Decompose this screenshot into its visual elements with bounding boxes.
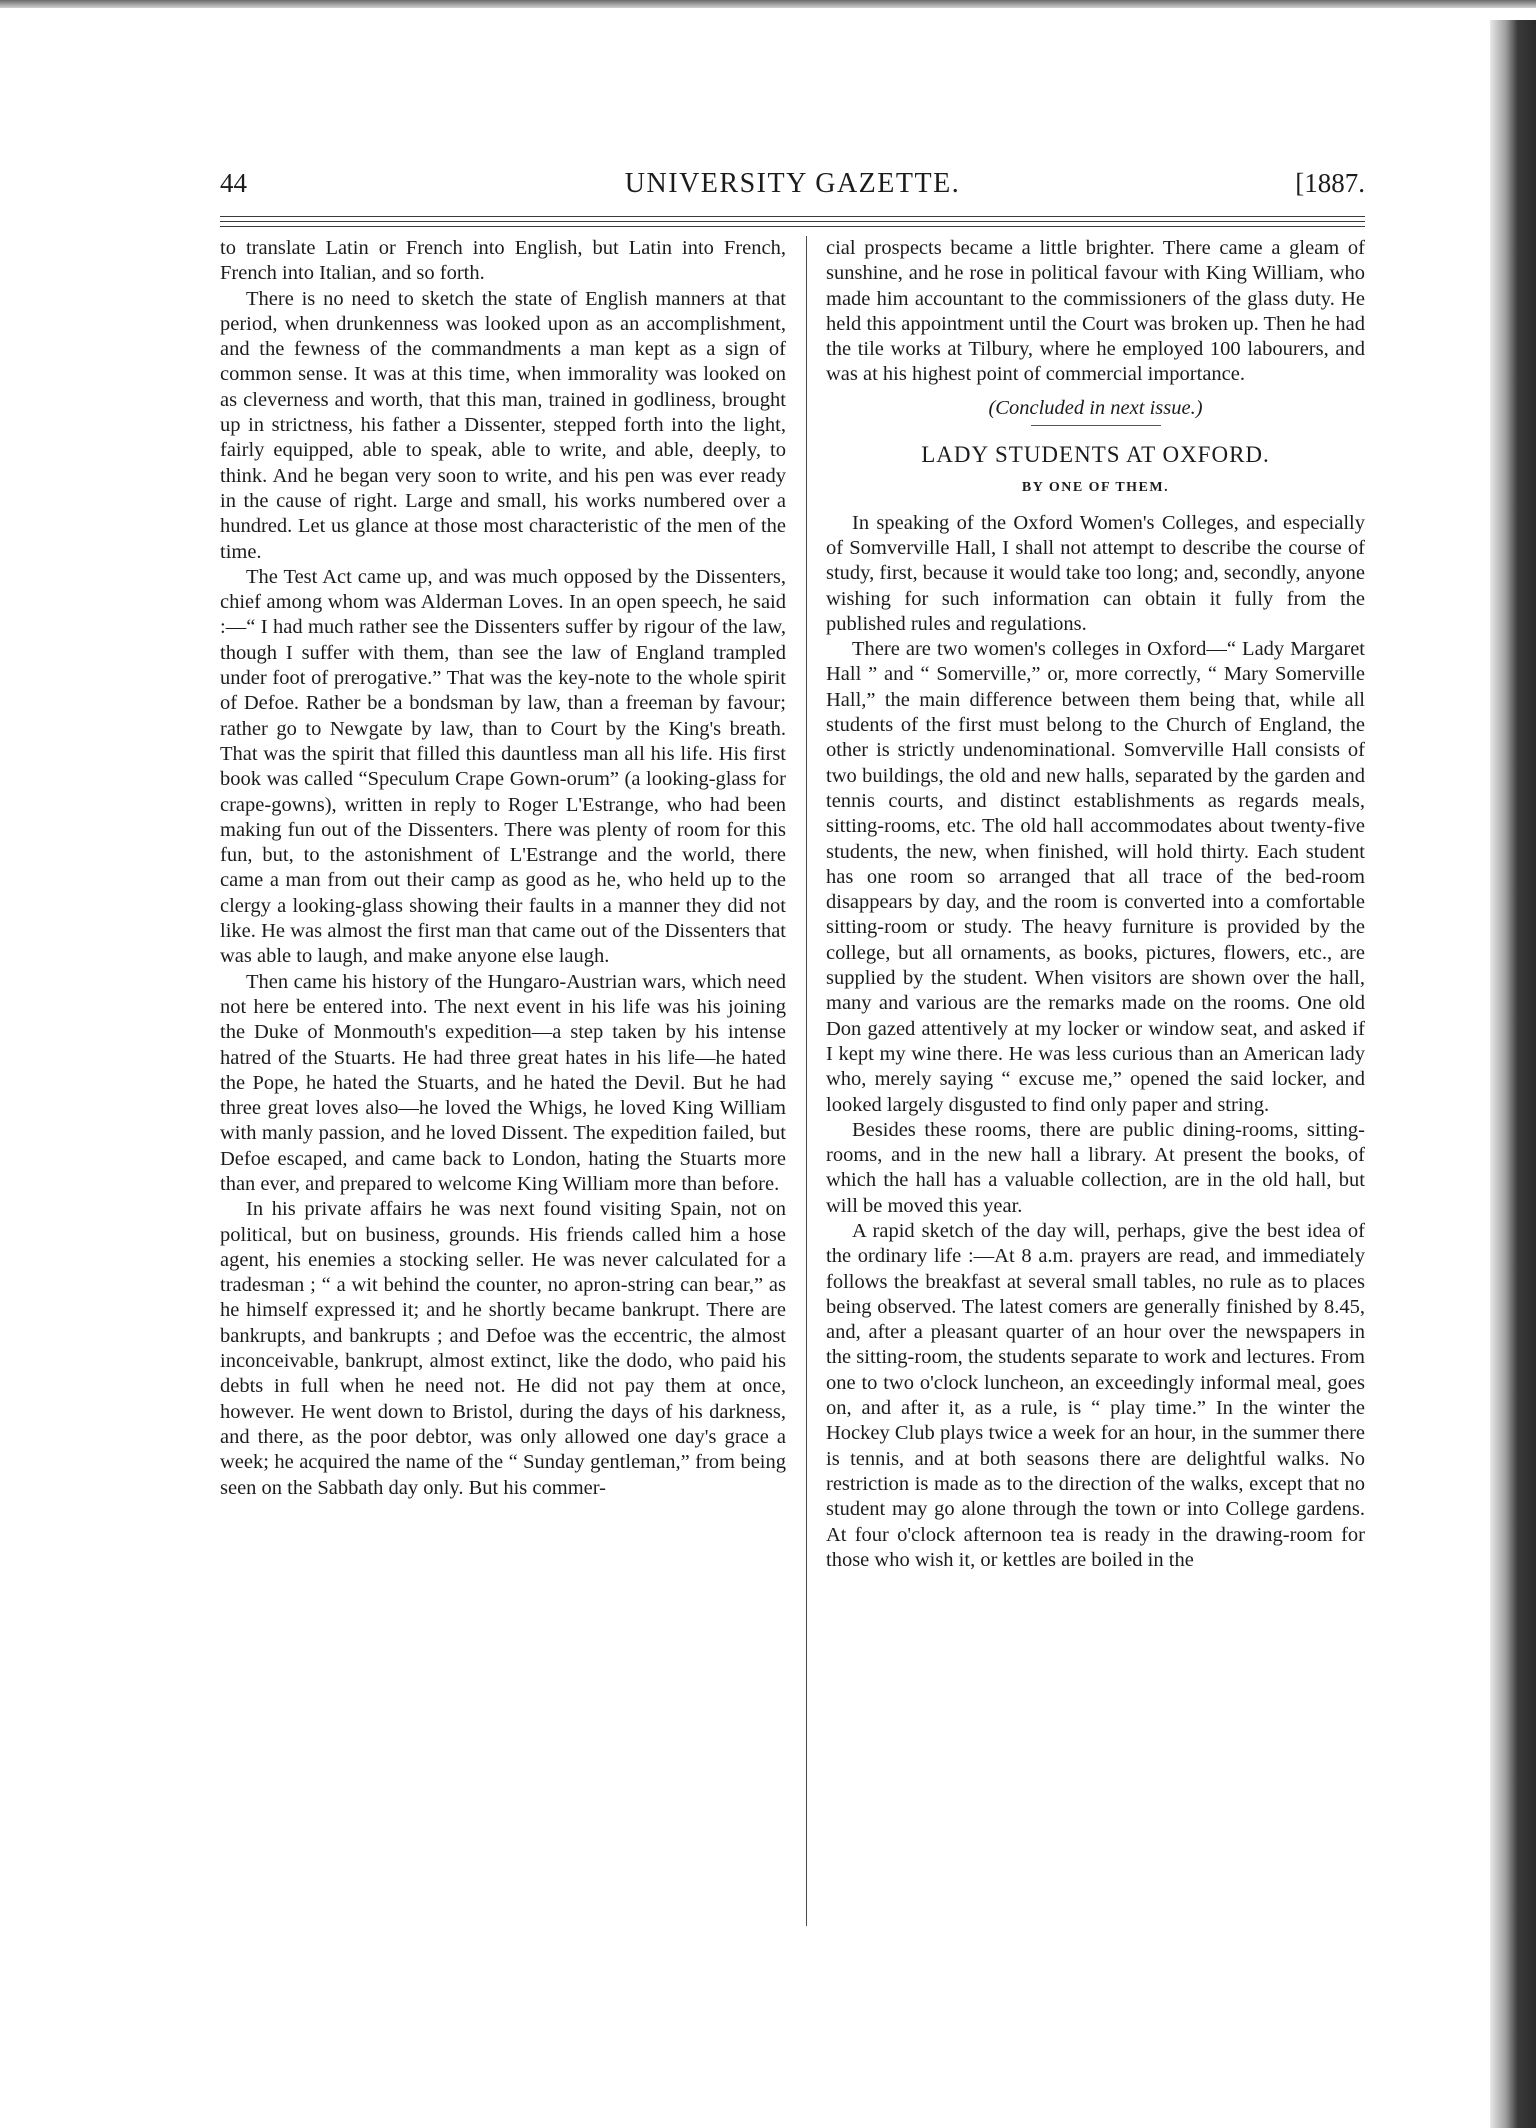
running-title: UNIVERSITY GAZETTE. [624,168,961,199]
book-spine-shadow [1490,20,1536,2128]
continued-paragraph: cial prospects became a little brighter. There came a gleam of sunshine, and he rose in political favour with King William, who made him accountant to the commissioners of the glass duty. He held this appointment until the Court was broken up. Then he had the tile works at Tilbury, where he employed 100 labourers, and was at his highest point of commercial importance. [826,237,1365,386]
concluded-note: (Concluded in next issue.) [988,396,1203,419]
paragraph: A rapid sketch of the day will, perhaps, give the best idea of the ordinary life :—At 8 a.m. prayers are read, and immediately follows the breakfast at several small tables, no rule as to places being observed. The latest comers are generally finished by 8.45, and, after a pleasant quarter of an hour over the newspapers in the sitting-room, the students separate to work and lectures. From one to two o'clock luncheon, an exceedingly informal meal, goes on, and after it, as a rule, is “ play time.” In the winter the Hockey Club plays twice a week for an hour, in the summer there is tennis, and at both seasons there are delightful walks. No restriction is made as to the direction of the walks, except that no student may go alone through the town or into College gardens. At four o'clock afternoon tea is ready in the drawing-room for those who wish it, or kettles are boiled in the [826,1219,1365,1571]
paragraph: There is no need to sketch the state of English manners at that period, when drunkenness was looked upon as an accomplishment, and the fewness of the commandments a man kept as a sign of common sense. It was at this time, when immorality was looked on as cleverness and worth, that this man, trained in godliness, brought up in strictness, his father a Dissenter, stepped forth into the light, fairly equipped, able to speak, able to write, and able, deeply, to think. And he began very soon to write, and his pen was ever ready in the cause of right. Large and small, his works numbered over a hundred. Let us glance at those most characteristic of the men of the time. [220,287,786,563]
issue-year: [1887. [1295,168,1365,198]
scan-top-edge [0,0,1536,8]
paragraph: Then came his history of the Hungaro-Austrian wars, which need not here be entered into. The next event in his life was his joining the Duke of Monmouth's expedition—a step taken by his intense hatred of the Stuarts. He had three great hates in his life—he hated the Pope, he hated the Stuarts, and he hated the Devil. But he had three great loves also—he loved the Whigs, he loved King William with manly passion, and he loved Dissent. The expedition failed, but Defoe escaped, and came back to London, hating the Stuarts more than ever, and prepared to welcome King William more than before. [220,970,786,1195]
paragraph: In his private affairs he was next found visiting Spain, not on political, but on business, grounds. His friends called him a hose agent, his enemies a stocking seller. He was never calculated for a tradesman ; “ a wit behind the counter, no apron-string can bear,” as he himself expressed it; and he shortly became bankrupt. There are bankrupts, and bankrupts ; and Defoe was the eccentric, the almost inconceivable, bankrupt, almost extinct, like the dodo, who paid his debts in full when he need not. He did not pay them at once, however. He went down to Bristol, during the days of his darkness, and there, as the poor debtor, was only allowed one day's grace a week; he acquired the name of the “ Sunday gentleman,” from being seen on the Sabbath day only. But his commer- [220,1198,786,1499]
paragraph: Besides these rooms, there are public dining-rooms, sitting-rooms, and in the new hall a library. At present the books, of which the hall has a valuable collection, are in the old hall, but will be moved this year. [826,1118,1365,1217]
header-rule-top [220,216,1365,217]
header-rule-bottom [220,226,1365,227]
paragraph: The Test Act came up, and was much opposed by the Dissenters, chief among whom was Alderman Loves. In an open speech, he said :—“ I had much rather see the Dissenters suffer by rigour of the law, though I suffer with them, than see the law of England trampled under foot of prerogative.” That was the key-note to the whole spirit of Defoe. Rather be a bondsman by law, than a freeman by favour; rather go to Newgate by law, than to Court by the King's breath. That was the spirit that filled this dauntless man all his life. His first book was called “Speculum Crape Gown-orum” (a looking-glass for crape-gowns), written in reply to Roger L'Estrange, who had been making fun out of the Dissenters. There was plenty of room for this fun, but, to the astonishment of L'Estrange and the world, there came a man from out their camp as good as he, who held up to the clergy a looking-glass showing their faults in a manner they did not like. He was almost the first man that came out of the Dissenters that was able to laugh, and make anyone else laugh. [220,565,786,968]
article-separator [1031,425,1161,426]
column-divider [806,236,807,1926]
left-column [220,236,786,1501]
article-title: LADY STUDENTS AT OXFORD. [921,442,1270,468]
paragraph: In speaking of the Oxford Women's Colleges, and especially of Somverville Hall, I shall not attempt to describe the course of study, first, because it would take too long; and, secondly, anyone wishing for such information can obtain it fully from the published rules and regulations. [826,511,1365,635]
paragraph: There are two women's colleges in Oxford—“ Lady Margaret Hall ” and “ Somerville,” or, more correctly, “ Mary Somerville Hall,” the main difference between them being that, while all students of the first must belong to the Church of England, the other is strictly undenominational. Somverville Hall consists of two buildings, the old and new halls, separated by the garden and tennis courts, and distinct establishments as regards meals, sitting-rooms, etc. The old hall accommodates about twenty-five students, the new, when finished, will hold thirty. Each student has one room so arranged that all trace of the bed-room disappears by day, and the room is converted into a comfortable sitting-room or study. The heavy furniture is provided by the college, but all ornaments, as books, pictures, flowers, etc., are supplied by the student. When visitors are shown over the hall, many and various are the remarks made on the rooms. One old Don gazed attentively at my locker or window seat, and asked if I kept my wine there. He was less curious than an American lady who, merely saying “ excuse me,” opened the said locker, and looked largely disgusted to find only paper and string. [826,638,1365,1116]
page-header [220,168,1365,208]
right-column [826,236,1365,1573]
article-byline: BY ONE OF THEM. [1021,480,1170,496]
header-rule-middle [220,221,1365,222]
paragraph: to translate Latin or French into English, but Latin into French, French into Italian, and so forth. [220,237,786,285]
page-number: 44 [220,168,247,198]
